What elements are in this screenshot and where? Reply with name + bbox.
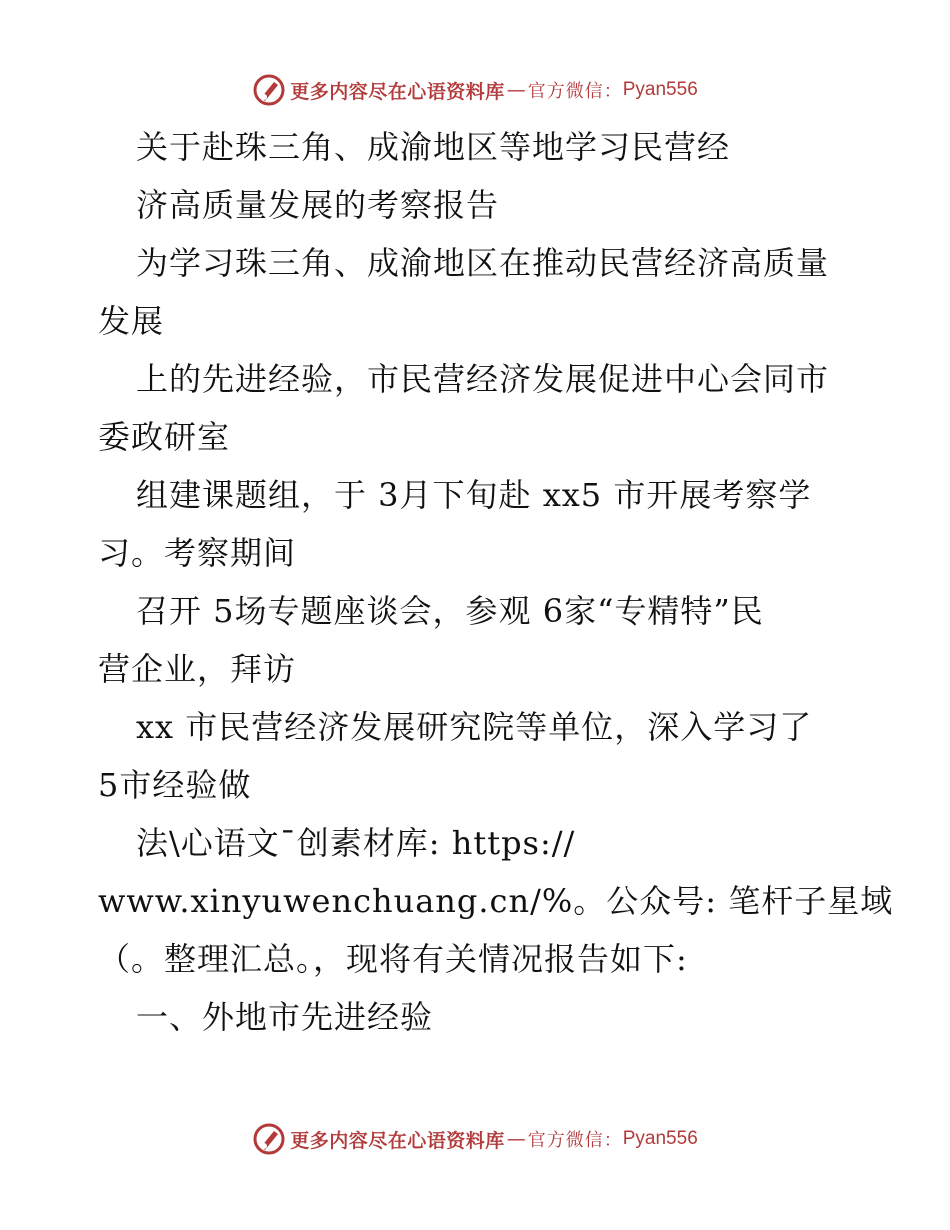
banner-title: 更多内容尽在心语资料库 [290,80,505,103]
footer-banner [0,1117,950,1161]
banner-official-label: 官方微信： [527,81,623,102]
document-line: www.xinyuwenchuang.cn/%。公众号: 笔杆子星域 [98,882,894,920]
document-body [98,118,894,1046]
document-line: 上的先进经验，市民营经济发展促进中心会同市 [136,360,830,398]
document-line: 营企业，拜访 [98,650,297,688]
document-line: 关于赴珠三角、成渝地区等地学习民营经 [136,128,731,166]
banner-official-label: 官方微信： [527,1130,623,1151]
header-banner [0,68,950,112]
banner-title: 更多内容尽在心语资料库 [290,1129,505,1152]
pen-logo-icon [252,1122,286,1156]
banner-dash: — [506,1128,526,1150]
document-line: 为学习珠三角、成渝地区在推动民营经济高质量 [136,244,830,282]
document-line: 法\心语文¯创素材库: https:// [136,824,576,862]
document-line: 一、外地市先进经验 [136,998,434,1036]
document-line: 习。考察期间 [98,534,297,572]
document-line: xx 市民营经济发展研究院等单位，深入学习了 [136,708,813,746]
document-line: （。整理汇总。，现将有关情况报告如下: [98,940,688,978]
document-line: 5市经验做 [98,766,252,804]
document-line: 发展 [98,302,165,340]
pen-logo-icon [252,73,286,107]
document-line: 组建课题组，于 3月下旬赴 xx5 市开展考察学 [136,476,812,514]
document-line: 委政研室 [98,418,231,456]
banner-dash: — [506,79,526,101]
banner-wechat-id: Pyan556 [622,79,698,100]
document-line: 召开 5场专题座谈会，参观 6家“专精特”民 [136,592,764,630]
banner-wechat-id: Pyan556 [622,1128,698,1149]
document-line: 济高质量发展的考察报告 [136,186,500,224]
